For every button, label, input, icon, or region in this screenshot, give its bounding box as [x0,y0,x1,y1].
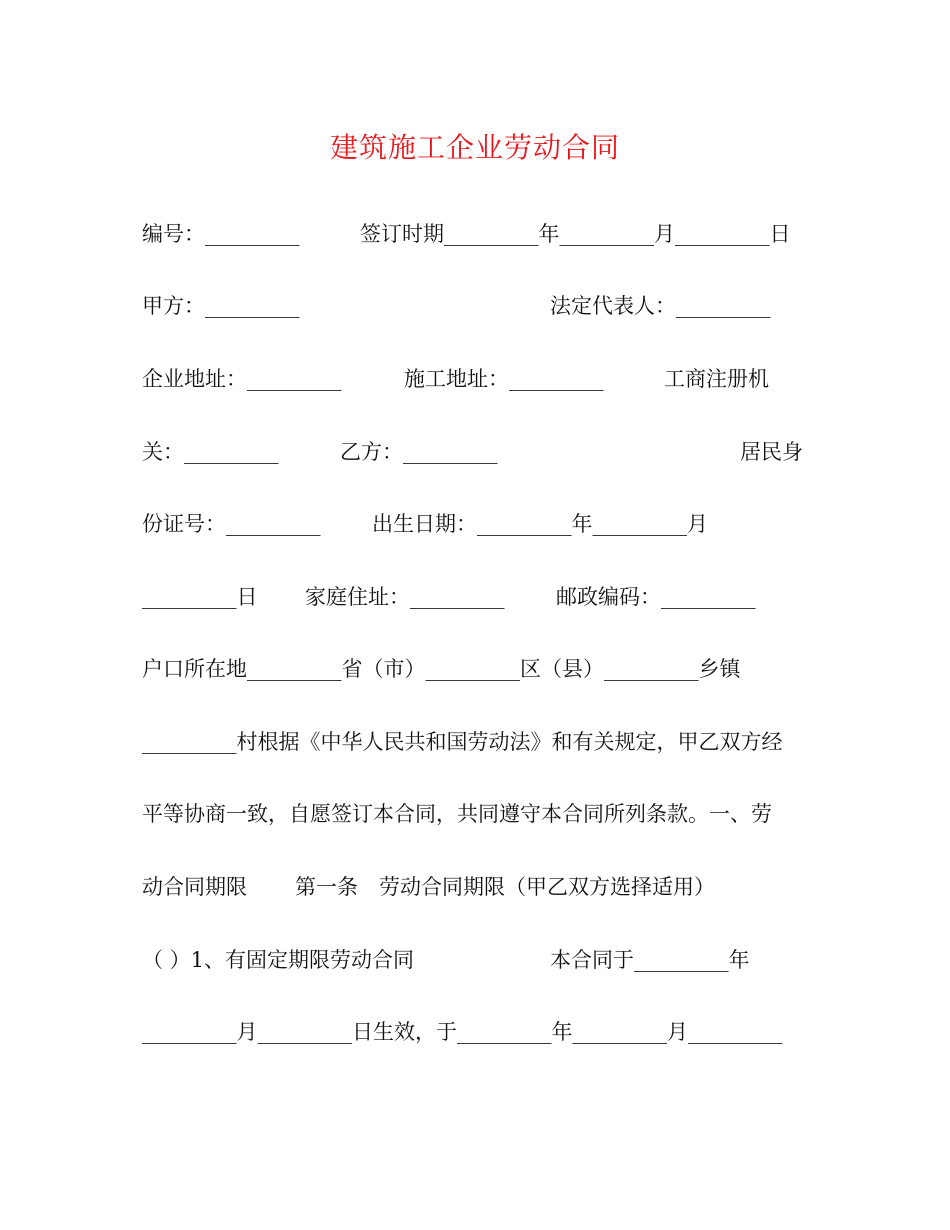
registration-authority-field: 关：_________ [142,440,279,464]
household-registration-field: 户口所在地_________省（市）_________区（县）_________乡镇 [142,657,741,681]
home-address-field: 家庭住址：_________ [305,585,505,609]
article-one-heading: 第一条 劳动合同期限（甲乙双方选择适用） [295,875,715,899]
birth-date-field: 出生日期：_________年_________月 [372,512,708,536]
id-number-field: 份证号：_________ [142,512,321,536]
body-paragraph-line: _________村根据《中华人民共和国劳动法》和有关规定，甲乙双方经 [142,730,783,754]
construction-address-field: 施工地址：_________ [404,367,604,391]
birth-day-field: _________日 [142,585,258,609]
contract-title: 建筑施工企业劳动合同 [329,131,620,164]
body-paragraph-line: 平等协商一致，自愿签订本合同，共同遵守本合同所列条款。一、劳 [142,802,772,826]
resident-id-label: 居民身 [740,440,803,464]
contract-term-dates-field: _________月_________日生效，于_________年_________月_________ [142,1020,783,1044]
postal-code-field: 邮政编码：_________ [556,585,756,609]
company-address-field: 企业地址：_________ [142,367,342,391]
party-a-field: 甲方：_________ [142,294,300,318]
section-heading: 动合同期限 [142,875,247,899]
signing-date-field: 签订时期_________年_________月_________日 [360,222,791,246]
party-b-field: 乙方：_________ [340,440,498,464]
legal-representative-field: 法定代表人：_________ [550,294,771,318]
registration-authority-label: 工商注册机 [664,367,769,391]
contract-number-field: 编号：_________ [142,222,300,246]
contract-start-year-field: 本合同于_________年 [550,948,750,972]
fixed-term-option: （ ）1、有固定期限劳动合同 [142,948,415,972]
